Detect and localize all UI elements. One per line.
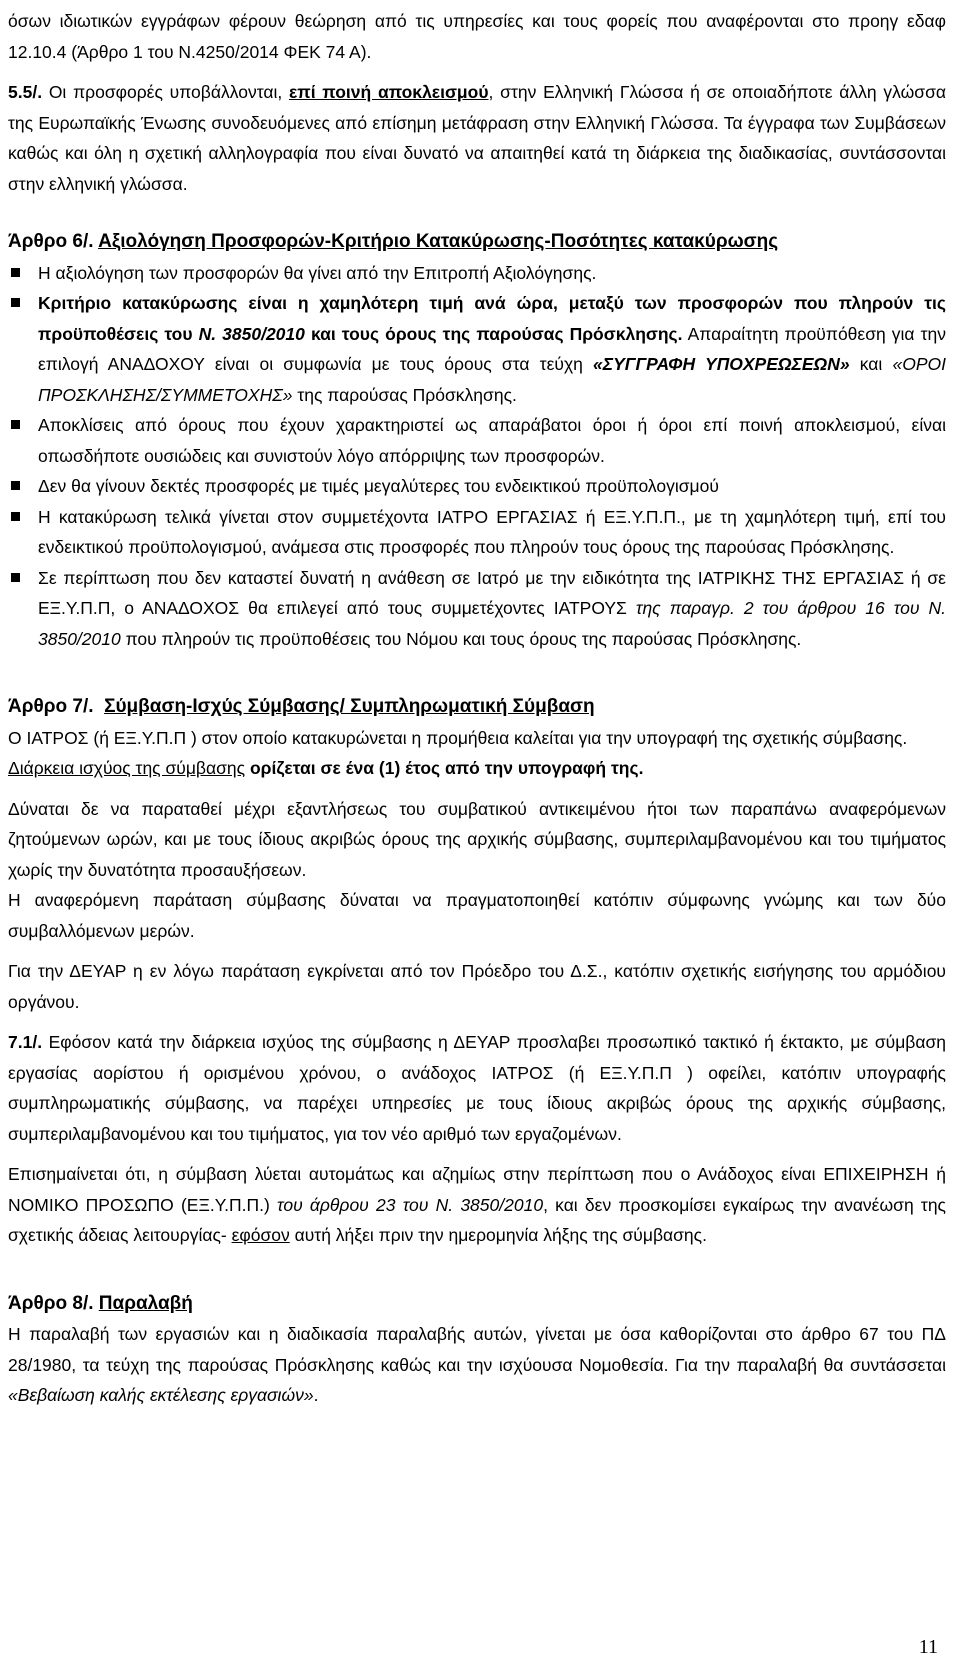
paragraph-duration: Διάρκεια ισχύος της σύμβασης ορίζεται σε ένα (1) έτος από την υπογραφή της.	[8, 758, 644, 778]
article-number: Άρθρο 8/.	[8, 1292, 94, 1314]
paragraph: Η αναφερόμενη παράταση σύμβασης δύναται να πραγματοποιηθεί κατόπιν σύμφωνης γνώμης και των δύο συμβαλλόμενων μερών.	[8, 890, 946, 941]
paragraph: Επισημαίνεται ότι, η σύμβαση λύεται αυτομάτως και αζημίως στην περίπτωση που ο Ανάδοχος είναι ΕΠΙΧΕΙΡΗΣΗ ή ΝΟΜΙΚΟ ΠΡΟΣΩΠΟ (ΕΞ.Υ.Π.Π.) του άρθρου 23 του Ν. 3850/2010, και δεν προσκομίσει εγκαίρως την ανανέωση της σχετικής άδειας λειτουργίας- εφόσον αυτή λήξει πριν την ημερομηνία λήξης της σύμβασης.	[8, 1164, 946, 1245]
article-title: Αξιολόγηση Προσφορών-Κριτήριο Κατακύρωσης-Ποσότητες κατακύρωσης	[98, 231, 779, 252]
list-item: Κριτήριο κατακύρωσης είναι η χαμηλότερη τιμή ανά ώρα, μεταξύ των προσφορών που πληρούν τις προϋποθέσεις του Ν. 3850/2010 και τους όρους της παρούσας Πρόσκλησης. Απαραίτητη προϋπόθεση για την επιλογή ΑΝΑΔΟΧΟΥ είναι οι συμφωνία με τους όρους στα τεύχη «ΣΥΓΓΡΑΦΗ ΥΠΟΧΡΕΩΣΕΩΝ» και «ΟΡΟΙ ΠΡΟΣΚΛΗΣΗΣ/ΣΥΜΜΕΤΟΧΗΣ» της παρούσας Πρόσκλησης.	[8, 288, 946, 410]
article-number: Άρθρο 6/.	[8, 231, 94, 252]
square-bullet-icon	[11, 481, 20, 490]
paragraph-5-5: 5.5/. Οι προσφορές υποβάλλονται, επί ποινή αποκλεισμού, στην Ελληνική Γλώσσα ή σε οποιαδήποτε άλλη γλώσσα της Ευρωπαϊκής Ένωσης συνοδευόμενες από επίσημη μετάφραση στην Ελληνική Γλώσσα. Τα έγγραφα των Συμβάσεων καθώς και όλη η σχετική αλληλογραφία που είναι δυνατό να απαιτηθεί κατά τη διάρκεια της διαδικασίας, συντάσσονται στην ελληνική γλώσσα.	[8, 82, 947, 194]
article-8-heading	[8, 1289, 946, 1320]
list-item: Σε περίπτωση που δεν καταστεί δυνατή η ανάθεση σε Ιατρό με την ειδικότητα της ΙΑΤΡΙΚΗΣ ΤΗΣ ΕΡΓΑΣΙΑΣ ή σε ΕΞ.Υ.Π.Π, ο ΑΝΑΔΟΧΟΣ θα επιλεγεί από τους συμμετέχοντες ΙΑΤΡΟΥΣ της παραγρ. 2 του άρθρου 16 του Ν. 3850/2010 που πληρούν τις προϋποθέσεις του Νόμου και τους όρους της παρούσας Πρόσκλησης.	[8, 563, 946, 655]
list-item: Αποκλίσεις από όρους που έχουν χαρακτηριστεί ως απαράβατοι όροι ή όροι επί ποινή αποκλεισμού, είναι οπωσδήποτε ουσιώδεις και συνιστούν λόγο απόρριψης των προσφορών.	[8, 410, 946, 471]
paragraph: Για την ΔΕΥΑΡ η εν λόγω παράταση εγκρίνεται από τον Πρόεδρο του Δ.Σ., κατόπιν σχετικής εισήγησης του αρμόδιου οργάνου.	[8, 961, 946, 1012]
square-bullet-icon	[11, 573, 20, 582]
square-bullet-icon	[11, 268, 20, 277]
square-bullet-icon	[11, 420, 20, 429]
paragraph-7-1: 7.1/. Εφόσον κατά την διάρκεια ισχύος της σύμβασης η ΔΕΥΑΡ προσλαβει προσωπικό τακτικό ή έκτακτο, με σύμβαση εργασίας αορίστου ή ορισμένου χρόνου, ο ανάδοχος ΙΑΤΡΟΣ (ή ΕΞ.Υ.Π.Π ) οφείλει, κατόπιν υπογραφής συμπληρωματικής σύμβασης, να παρέχει υπηρεσίες με τους ίδιους ακριβώς όρους της αρχικής σύμβασης, συμπεριλαμβανομένου και του τιμήματος, για τον νέο αριθμό των εργαζομένων.	[8, 1032, 946, 1144]
square-bullet-icon	[11, 512, 20, 521]
article-6-criteria-list	[8, 258, 946, 655]
article-7-heading	[8, 692, 946, 723]
clause-number: 5.5/.	[8, 82, 43, 102]
list-item: Η αξιολόγηση των προσφορών θα γίνει από την Επιτροπή Αξιολόγησης.	[8, 258, 946, 289]
document-page	[8, 6, 946, 1411]
emphasis-exclusion: επί ποινή αποκλεισμού	[288, 82, 489, 102]
paragraph-continuation: όσων ιδιωτικών εγγράφων φέρουν θεώρηση από τις υπηρεσίες και τους φορείς που αναφέρονται στο προηγ εδαφ 12.10.4 (Άρθρο 1 του Ν.4250/2014 ΦΕΚ 74 Α).	[8, 11, 946, 62]
article-6-heading	[8, 227, 946, 258]
article-number: Άρθρο 7/.	[8, 696, 94, 717]
square-bullet-icon	[11, 298, 20, 307]
paragraph: Δύναται δε να παραταθεί μέχρι εξαντλήσεως του συμβατικού αντικειμένου ήτοι των παραπάνω αναφερόμενων ζητούμενων ωρών, και με τους ίδιους ακριβώς όρους της αρχικής σύμβασης, συμπεριλαμβανομένου και του τιμήματος χωρίς την δυνατότητα προσαυξήσεων.	[8, 798, 946, 880]
paragraph: Η παραλαβή των εργασιών και η διαδικασία παραλαβής αυτών, γίνεται με όσα καθορίζονται στο άρθρο 67 του ΠΔ 28/1980, τα τεύχη της παρούσας Πρόσκλησης καθώς και την ισχύουσα Νομοθεσία. Για την παραλαβή θα συντάσσεται «Βεβαίωση καλής εκτέλεσης εργασιών».	[8, 1324, 946, 1405]
article-title: Σύμβαση-Ισχύς Σύμβασης/ Συμπληρωματική Σύμβαση	[104, 696, 595, 717]
paragraph: Ο ΙΑΤΡΟΣ (ή ΕΞ.Υ.Π.Π ) στον οποίο κατακυρώνεται η προμήθεια καλείται για την υπογραφή της σχετικής σύμβασης.	[8, 727, 908, 748]
clause-number: 7.1/.	[8, 1032, 43, 1052]
list-item: Η κατακύρωση τελικά γίνεται στον συμμετέχοντα ΙΑΤΡΟ ΕΡΓΑΣΙΑΣ ή ΕΞ.Υ.Π.Π., με τη χαμηλότερη τιμή, επί του ενδεικτικού προϋπολογισμού, ανάμεσα στις προσφορές που πληρούν τους όρους της παρούσας Πρόσκλησης.	[8, 502, 946, 563]
list-item: Δεν θα γίνουν δεκτές προσφορές με τιμές μεγαλύτερες του ενδεικτικού προϋπολογισμού	[8, 471, 946, 502]
article-title: Παραλαβή	[98, 1292, 193, 1314]
page-number: 11	[918, 1636, 938, 1658]
